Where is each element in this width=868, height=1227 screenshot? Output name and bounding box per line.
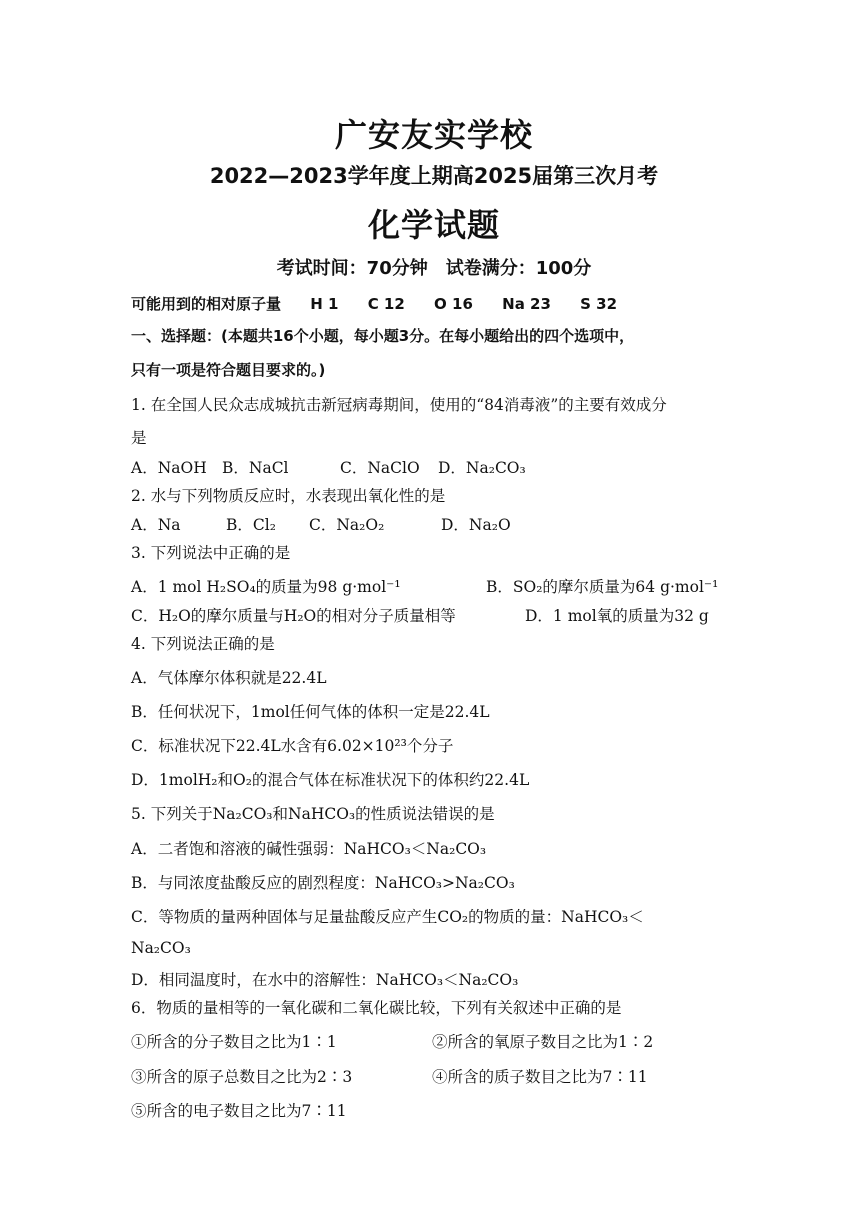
atomic-mass-item: C 12 xyxy=(367,295,405,313)
question-5-option-c-cont: Na₂CO₃ xyxy=(131,939,191,957)
question-6-statement-1: ①所含的分子数目之比为1∶1 xyxy=(131,1033,337,1051)
exam-info: 考试时间：70分钟 试卷满分：100分 xyxy=(276,258,592,279)
question-4-option-b: B．任何状况下，1mol任何气体的体积一定是22.4L xyxy=(131,703,490,721)
question-2-option-b: B．Cl₂ xyxy=(226,516,276,534)
question-2-stem: 2. 水与下列物质反应时，水表现出氧化性的是 xyxy=(131,487,446,505)
question-2-option-c: C．Na₂O₂ xyxy=(309,516,385,534)
question-6-statement-4: ④所含的质子数目之比为7∶11 xyxy=(432,1068,648,1086)
question-4-option-c: C．标准状况下22.4L水含有6.02×10²³个分子 xyxy=(131,737,454,755)
question-5-option-a: A．二者饱和溶液的碱性强弱：NaHCO₃＜Na₂CO₃ xyxy=(131,840,487,858)
question-3-option-a: A．1 mol H₂SO₄的质量为98 g·mol⁻¹ xyxy=(131,578,401,596)
question-5-option-c: C．等物质的量两种固体与足量盐酸反应产生CO₂的物质的量：NaHCO₃＜ xyxy=(131,908,644,926)
atomic-mass-line xyxy=(131,293,641,314)
question-4-option-a: A．气体摩尔体积就是22.4L xyxy=(131,669,327,687)
question-2-option-d: D．Na₂O xyxy=(441,516,511,534)
section-title-cont: 只有一项是符合题目要求的。) xyxy=(131,361,326,379)
question-4-option-d: D．1molH₂和O₂的混合气体在标准状况下的体积约22.4L xyxy=(131,771,530,789)
school-name: 广安友实学校 xyxy=(334,116,533,154)
question-1-option-b: B．NaCl xyxy=(222,459,289,477)
question-3-stem: 3. 下列说法中正确的是 xyxy=(131,544,291,562)
question-3-option-d: D．1 mol氧的质量为32 g xyxy=(525,607,709,625)
question-5-stem: 5. 下列关于Na₂CO₃和NaHCO₃的性质说法错误的是 xyxy=(131,805,495,823)
question-4-stem: 4. 下列说法正确的是 xyxy=(131,635,275,653)
question-5-option-b: B．与同浓度盐酸反应的剧烈程度：NaHCO₃>Na₂CO₃ xyxy=(131,874,515,892)
question-2-option-a: A．Na xyxy=(131,516,181,534)
atomic-mass-item: Na 23 xyxy=(502,295,551,313)
atomic-mass-item: S 32 xyxy=(580,295,618,313)
atomic-mass-item: O 16 xyxy=(434,295,473,313)
section-title: 一、选择题：(本题共16个小题，每小题3分。在每小题给出的四个选项中， xyxy=(131,327,635,345)
question-5-option-d: D．相同温度时，在水中的溶解性：NaHCO₃＜Na₂CO₃ xyxy=(131,971,519,989)
exam-term: 2022—2023学年度上期高2025届第三次月考 xyxy=(209,164,659,188)
question-6-statement-2: ②所含的氧原子数目之比为1∶2 xyxy=(432,1033,654,1051)
atomic-mass-label: 可能用到的相对原子量 xyxy=(131,295,282,313)
question-6-statement-3: ③所含的原子总数目之比为2∶3 xyxy=(131,1068,353,1086)
question-1-stem-cont: 是 xyxy=(131,429,147,447)
atomic-mass-item: H 1 xyxy=(310,295,339,313)
question-1-option-a: A．NaOH xyxy=(131,459,207,477)
question-3-option-c: C．H₂O的摩尔质量与H₂O的相对分子质量相等 xyxy=(131,607,456,625)
question-6-stem: 6．物质的量相等的一氧化碳和二氧化碳比较，下列有关叙述中正确的是 xyxy=(131,999,622,1017)
question-1-option-c: C．NaClO xyxy=(340,459,420,477)
question-1-stem: 1. 在全国人民众志成城抗击新冠病毒期间，使用的“84消毒液”的主要有效成分 xyxy=(131,396,667,414)
question-3-option-b: B．SO₂的摩尔质量为64 g·mol⁻¹ xyxy=(486,578,719,596)
subject-title: 化学试题 xyxy=(367,206,500,244)
question-6-statement-5: ⑤所含的电子数目之比为7∶11 xyxy=(131,1102,347,1120)
question-1-option-d: D．Na₂CO₃ xyxy=(438,459,526,477)
